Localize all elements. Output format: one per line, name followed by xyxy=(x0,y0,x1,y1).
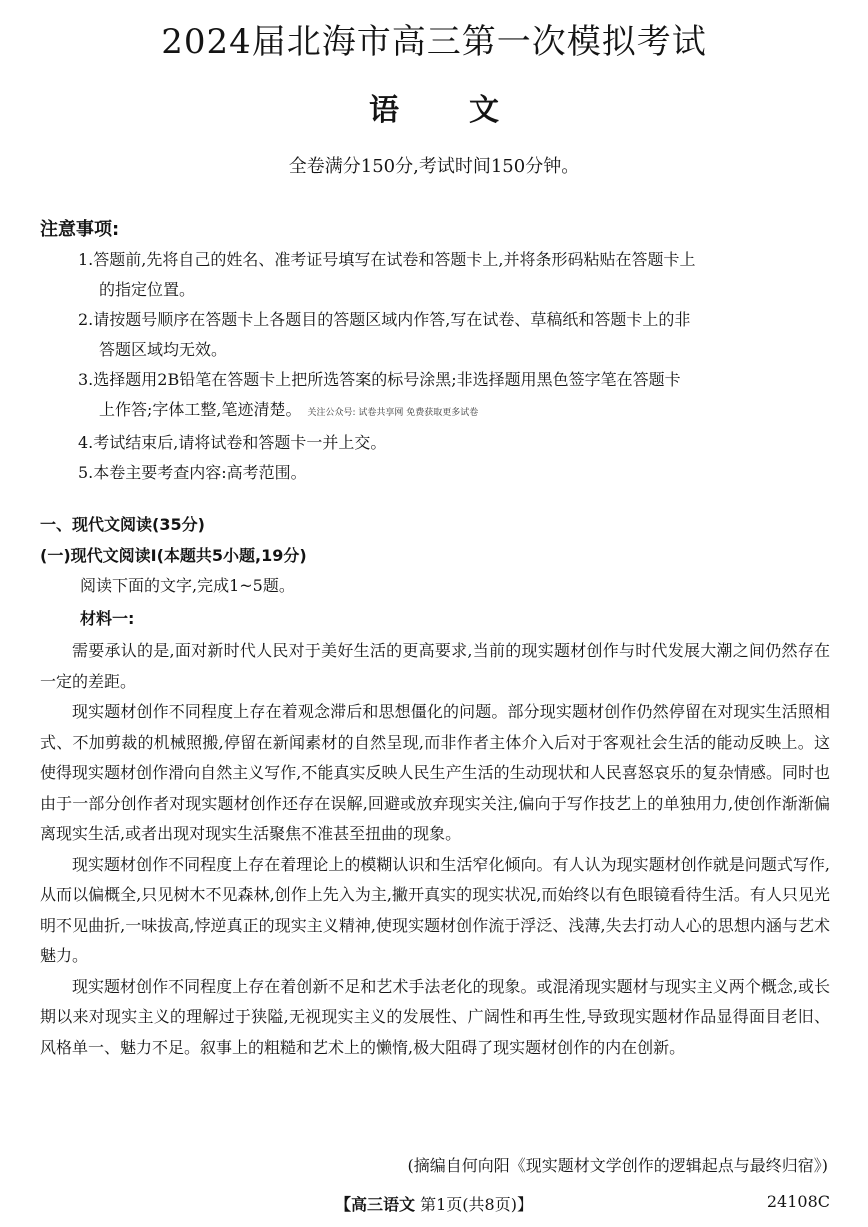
material-label: 材料一: xyxy=(80,609,135,628)
page-footer xyxy=(0,1192,868,1215)
paper-code: 24108C xyxy=(766,1192,830,1211)
subject-char-1: 语 xyxy=(369,93,399,128)
notice-item-text: 4.考试结束后,请将试卷和答题卡一并上交。 xyxy=(78,433,387,452)
notice-item-text: 1.答题前,先将自己的姓名、准考证号填写在试卷和答题卡上,并将条形码粘贴在答题卡上 xyxy=(78,250,696,269)
notice-item xyxy=(78,458,838,488)
passage-paragraph: 现实题材创作不同程度上存在着创新不足和艺术手法老化的现象。或混淆现实题材与现实主义两个概念,或长期以来对现实主义的理解过于狭隘,无视现实主义的发展性、广阔性和再生性,导致现实题材作品显得面目老旧、风格单一、魅力不足。叙事上的粗糙和艺术上的懒惰,极大阻碍了现实题材创作的内在创新。 xyxy=(40,976,830,1057)
notice-item-cont xyxy=(78,395,838,428)
notice-item xyxy=(78,428,838,458)
subsection-heading: (一)现代文阅读Ⅰ(本题共5小题,19分) xyxy=(40,546,307,565)
notice-item-cont: 的指定位置。 xyxy=(99,280,196,299)
notice-item-cont: 答题区域均无效。 xyxy=(99,340,228,359)
subject-char-2: 文 xyxy=(469,93,499,128)
passage-body xyxy=(40,636,830,1063)
notice-item-cont-text: 上作答;字体工整,笔迹清楚。 xyxy=(99,400,302,419)
exam-title: 2024届北海市高三第一次模拟考试 xyxy=(161,22,707,62)
passage-paragraph: 现实题材创作不同程度上存在着理论上的模糊认识和生活窄化倾向。有人认为现实题材创作就是问题式写作,从而以偏概全,只见树木不见森林,创作上先入为主,撇开真实的现实状况,而始终以有色眼镜看待生活。有人只见光明不见曲折,一味拔高,悖逆真正的现实主义精神,使现实题材创作流于浮泛、浅薄,失去打动人心的思想内涵与艺术魅力。 xyxy=(40,854,830,965)
passage-source: (摘编自何向阳《现实题材文学创作的逻辑起点与最终归宿》) xyxy=(407,1156,828,1175)
notice-item xyxy=(78,365,838,428)
watermark-text: 关注公众号: 试卷共享网 免费获取更多试卷 xyxy=(307,408,479,418)
notice-item xyxy=(78,245,838,305)
section-heading: 一、现代文阅读(35分) xyxy=(40,515,205,534)
reading-instruction: 阅读下面的文字,完成1~5题。 xyxy=(80,576,295,595)
notice-item-text: 3.选择题用2B铅笔在答题卡上把所选答案的标号涂黑;非选择题用黑色签字笔在答题卡 xyxy=(78,370,681,389)
exam-meta: 全卷满分150分,考试时间150分钟。 xyxy=(288,156,580,177)
notice-item-text: 5.本卷主要考查内容:高考范围。 xyxy=(78,463,307,482)
notice-list xyxy=(78,245,838,488)
passage-paragraph: 现实题材创作不同程度上存在着观念滞后和思想僵化的问题。部分现实题材创作仍然停留在对现实生活照相式、不加剪裁的机械照搬,停留在新闻素材的自然呈现,而非作者主体介入后对于客观社会生活的能动反映上。这使得现实题材创作滑向自然主义写作,不能真实反映人民生产生活的生动现状和人民喜怒哀乐的复杂情感。同时也由于一部分创作者对现实题材创作还存在误解,回避或放弃现实关注,偏向于写作技艺上的单独用力,使创作渐渐偏离现实生活,或者出现对现实生活聚焦不准甚至扭曲的现象。 xyxy=(40,702,830,843)
notice-item xyxy=(78,305,838,365)
passage-paragraph: 需要承认的是,面对新时代人民对于美好生活的更高要求,当前的现实题材创作与时代发展大潮之间仍然存在一定的差距。 xyxy=(40,641,830,691)
footer-page-number: 第1页(共8页)】 xyxy=(420,1195,533,1214)
notice-item-text: 2.请按题号顺序在答题卡上各题目的答题区域内作答,写在试卷、草稿纸和答题卡上的非 xyxy=(78,310,691,329)
subject-heading xyxy=(0,85,868,129)
footer-label: 【高三语文 xyxy=(335,1195,416,1214)
notice-heading: 注意事项: xyxy=(40,219,120,240)
